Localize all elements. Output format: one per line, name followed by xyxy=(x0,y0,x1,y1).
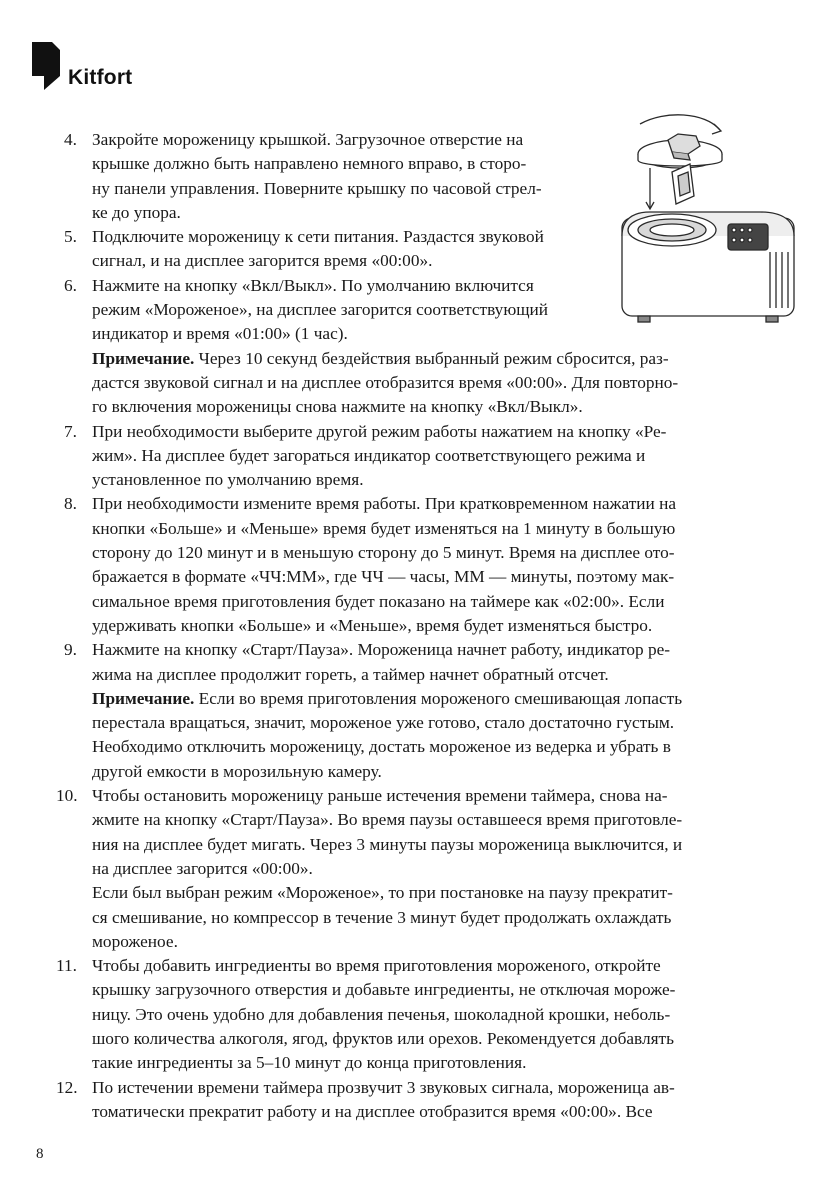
note-label: Примечание. xyxy=(92,348,195,368)
text-line: ся смешивание, но компрессор в течение 3 минут будет продолжать охлаждать xyxy=(92,907,672,927)
text-line: Нажмите на кнопку «Вкл/Выкл». По умолчанию включится xyxy=(92,275,534,295)
text-line: ну панели управления. Поверните крышку по часовой стрел- xyxy=(92,178,542,198)
page-number: 8 xyxy=(36,1146,44,1162)
text-line: При необходимости выберите другой режим работы нажатием на кнопку «Ре- xyxy=(92,421,667,441)
text-line: Чтобы добавить ингредиенты во время приготовления мороженого, откройте xyxy=(92,956,661,976)
note-text: Если во время приготовления мороженого смешивающая лопасть xyxy=(194,688,683,708)
note-text: Через 10 секунд бездействия выбранный режим сбросится, раз- xyxy=(194,348,669,368)
item-number: 10. xyxy=(56,786,78,806)
item-number: 5. xyxy=(64,227,77,247)
brand-name: Kitfort xyxy=(68,66,133,89)
text-line: шого количества алкоголя, ягод, фруктов или орехов. Рекомендуется добавлять xyxy=(92,1028,674,1048)
list-item xyxy=(58,784,780,954)
text-line: кнопки «Больше» и «Меньше» время будет изменяться на 1 минуту в большую xyxy=(92,518,676,538)
kitfort-logo-mark-icon xyxy=(30,40,70,92)
text-line: перестала вращаться, значит, мороженое уже готово, стало достаточно густым. xyxy=(92,713,675,733)
list-item xyxy=(58,954,780,1075)
text-line: ницу. Это очень удобно для добавления печенья, шоколадной крошки, неболь- xyxy=(92,1004,671,1024)
text-line: Нажмите на кнопку «Старт/Пауза». Мороженица начнет работу, индикатор ре- xyxy=(92,640,671,660)
list-item xyxy=(58,1076,780,1125)
text-line: Если был выбран режим «Мороженое», то при постановке на паузу прекратит- xyxy=(92,883,673,903)
text-line: жмите на кнопку «Старт/Пауза». Во время паузы оставшееся время приготовле- xyxy=(92,810,683,830)
note-label: Примечание. xyxy=(92,688,195,708)
instructions-list xyxy=(58,128,780,1124)
kitfort-logo xyxy=(30,40,160,96)
text-line xyxy=(92,687,780,711)
item-number: 12. xyxy=(56,1077,78,1097)
text-line: дастся звуковой сигнал и на дисплее отобразится время «00:00». Для повторно- xyxy=(92,372,679,392)
text-line xyxy=(92,347,780,371)
note-block xyxy=(58,347,780,420)
text-line: режим «Мороженое», на дисплее загорится соответствующий xyxy=(92,300,549,320)
text-line: мороженое. xyxy=(92,931,178,951)
list-item xyxy=(58,128,780,225)
text-line: ния на дисплее будет мигать. Через 3 минуты паузы мороженица выключится, и xyxy=(92,834,683,854)
text-line: такие ингредиенты за 5–10 минут до конца приготовления. xyxy=(92,1053,527,1073)
text-line: симальное время приготовления будет показано на таймере как «02:00». Если xyxy=(92,591,665,611)
note-block xyxy=(58,687,780,784)
text-line: другой емкости в морозильную камеру. xyxy=(92,761,382,781)
text-line: жим». На дисплее будет загораться индикатор соответствующего режима и xyxy=(92,445,646,465)
text-line: ке до упора. xyxy=(92,202,181,222)
list-item xyxy=(58,420,780,493)
text-line: Закройте мороженицу крышкой. Загрузочное отверстие на xyxy=(92,130,524,149)
text-line: на дисплее загорится «00:00». xyxy=(92,858,313,878)
text-line: удерживать кнопки «Больше» и «Меньше», время будет изменяться быстро. xyxy=(92,615,653,635)
list-item xyxy=(58,274,780,347)
text-line: бражается в формате «ЧЧ:ММ», где ЧЧ — часы, ММ — минуты, поэтому мак- xyxy=(92,567,675,587)
text-line: Необходимо отключить мороженицу, достать мороженое из ведерка и убрать в xyxy=(92,737,671,757)
list-item xyxy=(58,225,780,274)
text-line: крышке должно быть направлено немного вправо, в сторо- xyxy=(92,154,527,174)
text-line: Чтобы остановить мороженицу раньше истечения времени таймера, снова на- xyxy=(92,786,668,806)
list-item xyxy=(58,638,780,687)
item-number: 9. xyxy=(64,640,77,660)
item-number: 7. xyxy=(64,421,77,441)
text-line: крышку загрузочного отверстия и добавьте ингредиенты, не отключая мороже- xyxy=(92,980,676,1000)
text-line: томатически прекратит работу и на дисплее отобразится время «00:00». Все xyxy=(92,1101,653,1121)
item-number: 8. xyxy=(64,494,77,514)
text-line: индикатор и время «01:00» (1 час). xyxy=(92,324,348,344)
text-line: сторону до 120 минут и в меньшую сторону до 5 минут. Время на дисплее ото- xyxy=(92,543,675,563)
text-line: Подключите мороженицу к сети питания. Раздастся звуковой xyxy=(92,227,544,247)
item-number: 11. xyxy=(56,956,77,976)
text-line: установленное по умолчанию время. xyxy=(92,470,364,490)
text-line: сигнал, и на дисплее загорится время «00:00». xyxy=(92,251,433,271)
item-number: 6. xyxy=(64,275,77,295)
item-number: 4. xyxy=(64,130,77,149)
text-line: При необходимости измените время работы. При кратковременном нажатии на xyxy=(92,494,676,514)
text-line: По истечении времени таймера прозвучит 3 звуковых сигнала, мороженица ав- xyxy=(92,1077,675,1097)
text-line: го включения мороженицы снова нажмите на кнопку «Вкл/Выкл». xyxy=(92,397,583,417)
list-item xyxy=(58,492,780,638)
text-line: жима на дисплее продолжит гореть, а таймер начнет обратный отсчет. xyxy=(92,664,609,684)
